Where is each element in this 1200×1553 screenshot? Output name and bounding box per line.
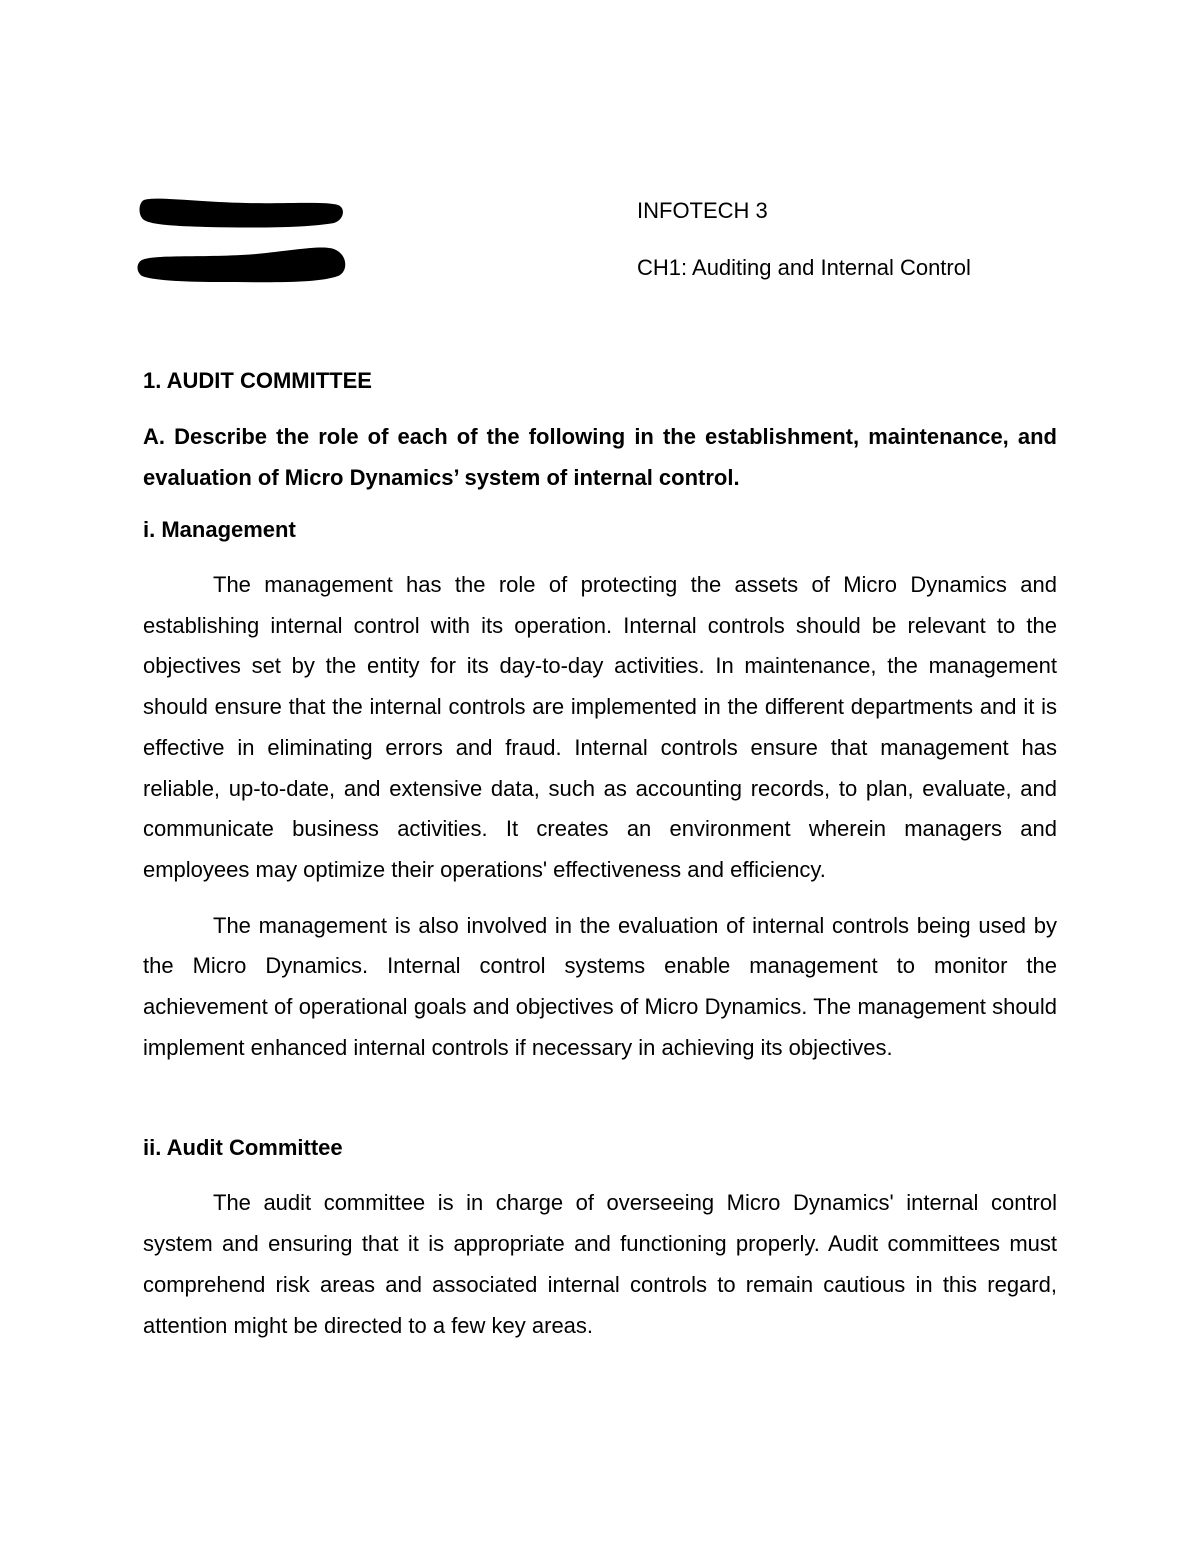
audit-committee-heading: ii. Audit Committee — [143, 1135, 343, 1161]
redaction-mark-bottom — [138, 247, 346, 282]
section-title: 1. AUDIT COMMITTEE — [143, 368, 372, 393]
document-body — [143, 364, 1057, 1361]
section-spacer — [143, 1083, 1057, 1131]
redaction-mark-top — [140, 199, 343, 228]
management-paragraph-2: The management is also involved in the evaluation of internal controls being used by the Micro Dynamics. Internal control systems enable management to monitor the achievement of operational goals and objectives of Micro Dynamics. The management should implement enhanced internal controls if necessary in achieving its objectives. — [143, 912, 1057, 1060]
question-text: A. Describe the role of each of the following in the establishment, maintenance, and evaluation of Micro Dynamics’ system of internal control. — [143, 424, 1057, 490]
course-header — [637, 196, 971, 283]
chapter-title: CH1: Auditing and Internal Control — [637, 255, 971, 280]
audit-committee-paragraph-1: The audit committee is in charge of overseeing Micro Dynamics' internal control system and ensuring that it is appropriate and functioning properly. Audit committees must comprehend risk areas and associated internal controls to remain cautious in this regard, attention might be directed to a few key areas. — [143, 1190, 1057, 1338]
redaction-marks — [136, 192, 352, 292]
management-paragraph-1: The management has the role of protecting the assets of Micro Dynamics and establishing internal control with its operation. Internal controls should be relevant to the objectives set by the entity for its day-to-day activities. In maintenance, the management should ensure that the internal controls are implemented in the different departments and it is effective in eliminating errors and fraud. Internal controls ensure that management has reliable, up-to-date, and extensive data, such as accounting records, to plan, evaluate, and communicate business activities. It creates an environment wherein managers and employees may optimize their operations' effectiveness and efficiency. — [143, 572, 1057, 882]
management-heading: i. Management — [143, 517, 296, 542]
course-title: INFOTECH 3 — [637, 198, 768, 223]
